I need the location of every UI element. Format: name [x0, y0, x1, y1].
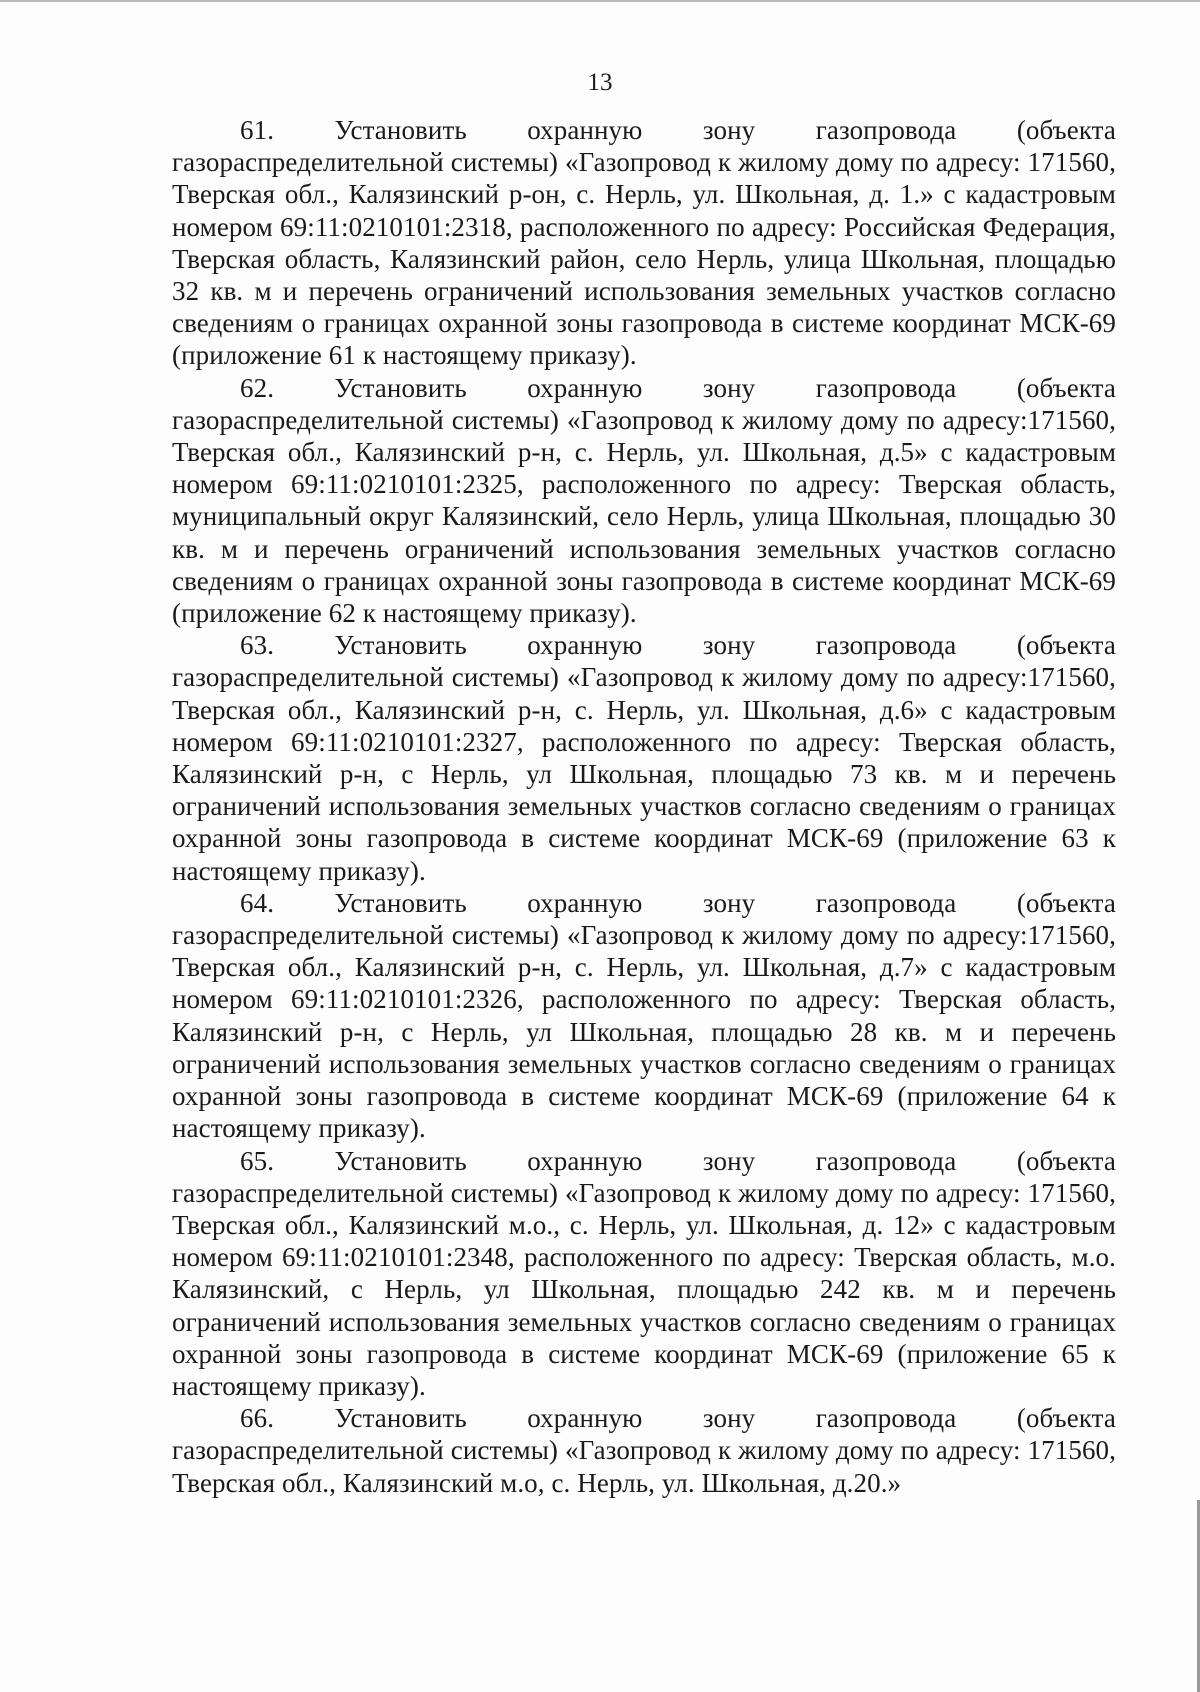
paragraph-62: 62. Установить охранную зону газопровода (объекта газораспределительной системы) «Газопровод к жилому дому по адресу:171560, Тверская обл., Калязинский р-н, с. Нерль, ул. Школьная, д.5» с кадастровым номером 69:11:0210101:2325, расположенного по адресу: Тверская область, муниципальный округ Калязинский, село Нерль, улица Школьная, площадью 30 кв. м и перечень ограничений использования земельных участков согласно сведениям о границах охранной зоны газопровода в системе координат МСК-69 (приложение 62 к настоящему приказу). — [172, 372, 1116, 629]
page-number: 13 — [587, 69, 613, 96]
scan-edge-top — [0, 0, 1200, 2]
paragraph-66: 66. Установить охранную зону газопровода (объекта газораспределительной системы) «Газопровод к жилому дому по адресу: 171560, Тверская обл., Калязинский м.о, с. Нерль, ул. Школьная, д.20.» — [172, 1403, 1116, 1498]
document-body — [172, 114, 1116, 1499]
paragraph-64: 64. Установить охранную зону газопровода (объекта газораспределительной системы) «Газопровод к жилому дому по адресу:171560, Тверская обл., Калязинский р-н, с. Нерль, ул. Школьная, д.7» с кадастровым номером 69:11:0210101:2326, расположенного по адресу: Тверская область, Калязинский р-н, с Нерль, ул Школьная, площадью 28 кв. м и перечень ограничений использования земельных участков согласно сведениям о границах охранной зоны газопровода в системе координат МСК-69 (приложение 64 к настоящему приказу). — [172, 887, 1116, 1144]
paragraph-65: 65. Установить охранную зону газопровода (объекта газораспределительной системы) «Газопровод к жилому дому по адресу: 171560, Тверская обл., Калязинский м.о., с. Нерль, ул. Школьная, д. 12» с кадастровым номером 69:11:0210101:2348, расположенного по адресу: Тверская область, м.о. Калязинский, с Нерль, ул Школьная, площадью 242 кв. м и перечень ограничений использования земельных участков согласно сведениям о границах охранной зоны газопровода в системе координат МСК-69 (приложение 65 к настоящему приказу). — [172, 1145, 1116, 1401]
paragraph-63: 63. Установить охранную зону газопровода (объекта газораспределительной системы) «Газопровод к жилому дому по адресу:171560, Тверская обл., Калязинский р-н, с. Нерль, ул. Школьная, д.6» с кадастровым номером 69:11:0210101:2327, расположенного по адресу: Тверская область, Калязинский р-н, с Нерль, ул Школьная, площадью 73 кв. м и перечень ограничений использования земельных участков согласно сведениям о границах охранной зоны газопровода в системе координат МСК-69 (приложение 63 к настоящему приказу). — [172, 630, 1116, 886]
paragraph-61: 61. Установить охранную зону газопровода (объекта газораспределительной системы) «Газопровод к жилому дому по адресу: 171560, Тверская обл., Калязинский р-он, с. Нерль, ул. Школьная, д. 1.» с кадастровым номером 69:11:0210101:2318, расположенного по адресу: Российская Федерация, Тверская область, Калязинский район, село Нерль, улица Школьная, площадью 32 кв. м и перечень ограничений использования земельных участков согласно сведениям о границах охранной зоны газопровода в системе координат МСК-69 (приложение 61 к настоящему приказу). — [172, 115, 1116, 371]
